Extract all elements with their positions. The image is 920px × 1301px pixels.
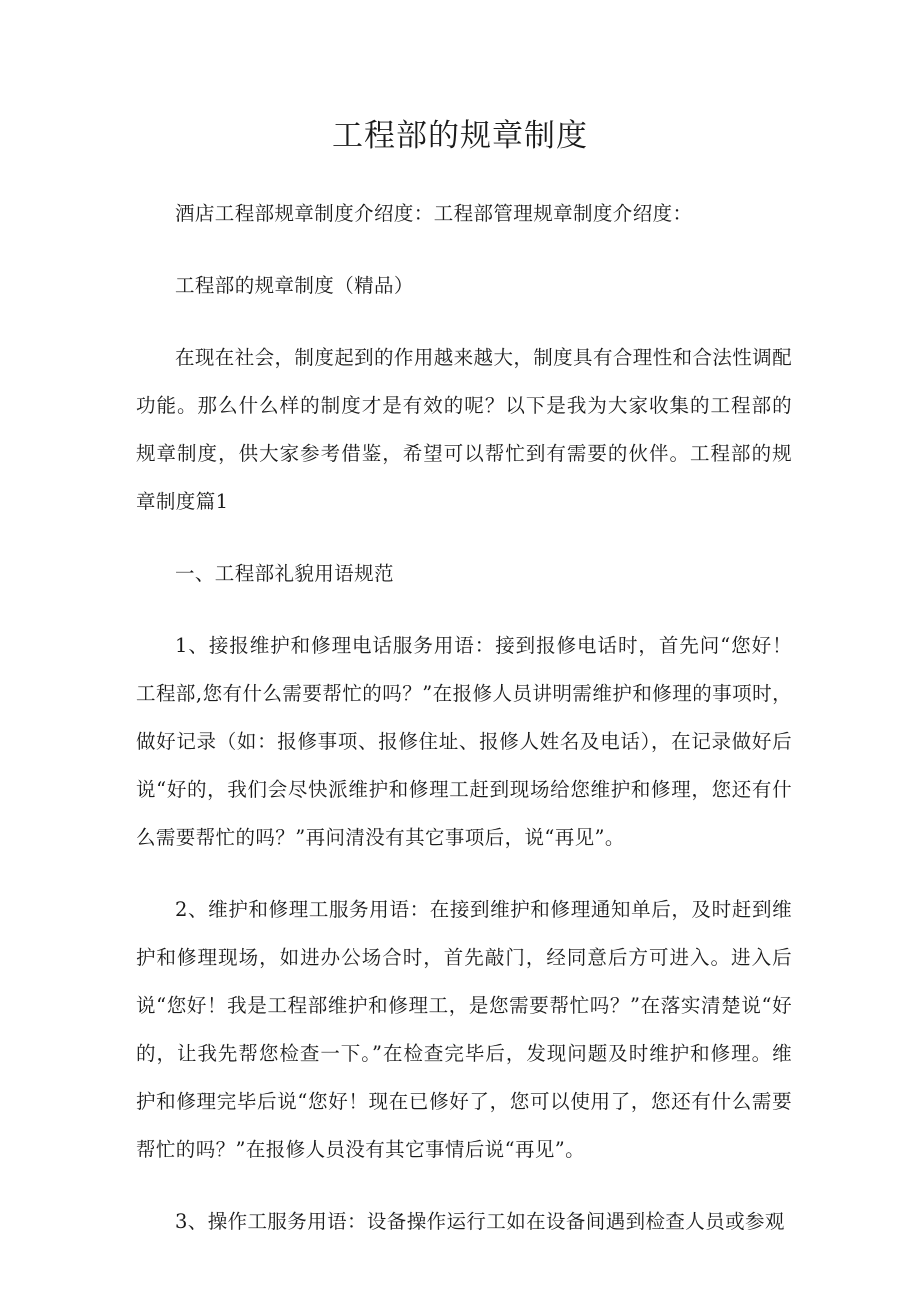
document-title: 工程部的规章制度 xyxy=(332,118,588,154)
paragraph-item-3: 3、操作工服务用语：设备操作运行工如在设备间遇到检查人员或参观 xyxy=(175,1210,785,1233)
paragraph-item-1: 1、接报维护和修理电话服务用语：接到报修电话时，首先问“您好！工程部,您有什么需要帮忙的吗？”在报修人员讲明需维护和修理的事项时，做好记录（如：报修事项、报修住址、报修人姓名及电话），在记录做好后说“好的，我们会尽快派维护和修理工赶到现场给您维护和修理，您还有什么需要帮忙的吗？”再问清没有其它事项后，说“再见”。 xyxy=(136,634,792,849)
document-body xyxy=(136,190,792,1270)
paragraph-preface: 在现在社会，制度起到的作用越来越大，制度具有合理性和合法性调配功能。那么什么样的制度才是有效的呢？以下是我为大家收集的工程部的规章制度，供大家参考借鉴，希望可以帮忙到有需要的伙伴。工程部的规章制度篇1 xyxy=(136,346,792,513)
intro-line: 酒店工程部规章制度介绍度：工程部管理规章制度介绍度： xyxy=(175,202,693,225)
paragraph-item-2: 2、维护和修理工服务用语：在接到维护和修理通知单后，及时赶到维护和修理现场，如进办公场合时，首先敲门，经同意后方可进入。进入后说“您好！我是工程部维护和修理工，是您需要帮忙吗？”在落实清楚说“好的，让我先帮您检查一下。”在检查完毕后，发现问题及时维护和修理。维护和修理完毕后说“您好！现在已修好了，您可以使用了，您还有什么需要帮忙的吗？”在报修人员没有其它事情后说“再见”。 xyxy=(136,898,792,1161)
section-heading: 一、工程部礼貌用语规范 xyxy=(175,562,394,585)
subtitle-line: 工程部的规章制度（精品） xyxy=(175,274,414,297)
